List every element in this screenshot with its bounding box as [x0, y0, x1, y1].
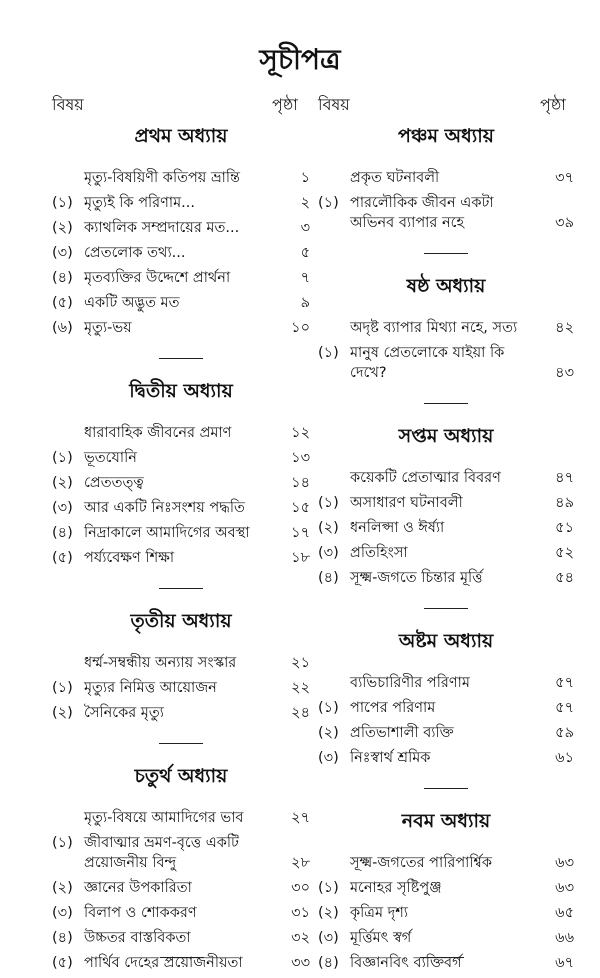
- entry-number: (১): [52, 680, 73, 696]
- entry-page: ৬৫: [555, 905, 574, 921]
- entry-title: সৈনিকের মৃত্যু: [84, 705, 164, 721]
- toc-entry: [318, 878, 574, 898]
- section-divider: [159, 743, 203, 744]
- toc-entry: [318, 343, 574, 383]
- entry-number: (৫): [52, 955, 73, 971]
- entry-page: ৪৯: [555, 495, 574, 511]
- toc-entry: [52, 168, 310, 188]
- toc-entry: [318, 673, 574, 693]
- toc-entry: [318, 168, 574, 188]
- right-page-header: পৃষ্ঠা: [540, 95, 566, 114]
- entry-title: ক্যাথলিক সম্প্রদায়ের মত...: [84, 220, 240, 236]
- entry-page: ৩০: [291, 880, 310, 896]
- toc-entry: [52, 808, 310, 828]
- entry-page: ১৭: [291, 525, 310, 541]
- entry-number: (২): [52, 880, 73, 896]
- left-column: [52, 118, 310, 978]
- section-divider: [424, 403, 468, 404]
- entry-number: (৪): [52, 270, 73, 286]
- entry-title: ব্যভিচারিণীর পরিণাম: [350, 675, 470, 691]
- entry-title: কৃত্রিম দৃশ্য: [350, 905, 409, 921]
- entry-title: প্রকৃত ঘটনাবলী: [350, 170, 440, 186]
- entry-page: ৯: [300, 295, 310, 311]
- entry-page: ৫৪: [555, 570, 574, 586]
- entry-title: ভূতযোনি: [84, 450, 137, 466]
- toc-entry: [318, 318, 574, 338]
- entry-page: ৪৩: [555, 365, 574, 381]
- left-subject-header: বিষয়: [52, 95, 84, 114]
- section-divider: [424, 608, 468, 609]
- toc-entry: [52, 523, 310, 543]
- entry-number: (৪): [52, 930, 73, 946]
- entry-title: উচ্চতর বাস্তবিকতা: [84, 930, 191, 946]
- toc-entry: [52, 218, 310, 238]
- entry-title: মৃত্যু-ভয়: [84, 320, 132, 336]
- entry-title: প্রতিভাশালী ব্যক্তি: [350, 725, 454, 741]
- entry-number: (১): [52, 195, 73, 211]
- toc-entry: [318, 468, 574, 488]
- entry-title: প্রতিহিংসা: [350, 545, 408, 561]
- entry-title: প্রেততত্ত্ব: [84, 475, 144, 491]
- toc-entry: [318, 493, 574, 513]
- entry-title: ধনলিপ্সা ও ঈর্ষ্যা: [350, 520, 445, 536]
- entry-title: মূর্ত্তিমৎ স্বর্গ: [350, 930, 412, 946]
- toc-entry: [318, 193, 574, 233]
- entry-number: (১): [318, 495, 339, 511]
- toc-entry: [318, 928, 574, 948]
- entry-page: ৬৭: [555, 955, 574, 971]
- toc-entry: [52, 548, 310, 568]
- entry-page: ৩৩: [291, 955, 310, 971]
- entry-title: মনোহর সৃষ্টিপুঞ্জ: [350, 880, 442, 896]
- toc-entry: [318, 518, 574, 538]
- entry-page: ৬১: [555, 750, 574, 766]
- toc-entry: [52, 703, 310, 723]
- toc-entry: [318, 723, 574, 743]
- entry-page: ৫৭: [555, 675, 574, 691]
- toc-entry: [52, 318, 310, 338]
- entry-page: ৩১: [291, 905, 310, 921]
- entry-title: পর্য্যবেক্ষণ শিক্ষা: [84, 550, 175, 566]
- toc-entry: [318, 698, 574, 718]
- entry-page: ১০: [291, 320, 310, 336]
- entry-title: জীবাত্মার ভ্রমণ-বৃত্তে একটি প্রয়োজনীয় বিন্দু: [84, 835, 239, 871]
- entry-number: (২): [318, 905, 339, 921]
- page-title: সূচীপত্র: [259, 43, 341, 76]
- toc-entry: [52, 678, 310, 698]
- entry-title: নিদ্রাকালে আমাদিগের অবস্থা: [84, 525, 250, 541]
- toc-entry: [318, 953, 574, 973]
- toc-entry: [318, 568, 574, 588]
- entry-title: নিঃস্বার্থ শ্রমিক: [350, 750, 431, 766]
- toc-entry: [52, 193, 310, 213]
- entry-number: (৩): [318, 750, 339, 766]
- entry-title: সূক্ষ্ম-জগতের পারিপার্শ্বিক: [350, 855, 492, 871]
- entry-number: (৬): [52, 320, 73, 336]
- toc-entry: [52, 878, 310, 898]
- entry-number: (১): [52, 835, 73, 851]
- toc-entry: [52, 448, 310, 468]
- toc-entry: [52, 903, 310, 923]
- toc-entry: [318, 853, 574, 873]
- entry-number: (২): [318, 725, 339, 741]
- entry-page: ৩৭: [555, 170, 574, 186]
- entry-page: ৬৩: [555, 880, 574, 896]
- entry-number: (৩): [318, 545, 339, 561]
- entry-number: (১): [318, 345, 339, 361]
- entry-number: (১): [318, 880, 339, 896]
- section-divider: [159, 588, 203, 589]
- entry-page: ৭: [300, 270, 310, 286]
- entry-number: (২): [318, 520, 339, 536]
- entry-page: ৩৯: [555, 215, 574, 231]
- chapter-heading: সপ্তম অধ্যায়: [398, 425, 494, 447]
- toc-entry: [52, 498, 310, 518]
- entry-number: (১): [318, 195, 339, 211]
- chapter-heading: নবম অধ্যায়: [401, 810, 491, 832]
- entry-number: (৫): [52, 295, 73, 311]
- right-column: [318, 118, 574, 978]
- section-divider: [159, 358, 203, 359]
- entry-number: (১): [318, 700, 339, 716]
- entry-page: ১৮: [291, 550, 310, 566]
- entry-title: মৃত্যু-বিষয়িণী কতিপয় ভ্রান্তি: [84, 170, 240, 186]
- toc-entry: [52, 423, 310, 443]
- entry-page: ২৪: [291, 705, 310, 721]
- entry-title: পার্থিব দেহের প্রয়োজনীয়তা: [84, 955, 243, 971]
- chapter-heading: পঞ্চম অধ্যায়: [398, 125, 494, 147]
- entry-title: মৃত্যুর নিমিত্ত আয়োজন: [84, 680, 217, 696]
- toc-entry: [52, 928, 310, 948]
- chapter-heading: দ্বিতীয় অধ্যায়: [129, 380, 233, 402]
- right-bottom-rule: [420, 957, 464, 958]
- entry-number: (২): [52, 705, 73, 721]
- toc-entry: [52, 268, 310, 288]
- entry-page: ২২: [291, 680, 310, 696]
- entry-page: ৫৯: [555, 725, 574, 741]
- entry-title: সূক্ষ্ম-জগতে চিন্তার মূর্ত্তি: [350, 570, 483, 586]
- entry-title: একটি অদ্ভুত মত: [84, 295, 180, 311]
- entry-page: ৬৬: [555, 930, 574, 946]
- entry-title: কয়েকটি প্রেতাত্মার বিবরণ: [350, 470, 501, 486]
- entry-title: জ্ঞানের উপকারিতা: [84, 880, 192, 896]
- entry-number: (৪): [52, 525, 73, 541]
- entry-page: ৬৩: [555, 855, 574, 871]
- toc-entry: [52, 953, 310, 973]
- entry-number: (৩): [52, 245, 73, 261]
- entry-page: ৫২: [555, 545, 574, 561]
- entry-page: ২৮: [291, 855, 310, 871]
- entry-number: (১): [52, 450, 73, 466]
- entry-number: (২): [52, 475, 73, 491]
- entry-title: মৃত্যুই কি পরিণাম...: [84, 195, 196, 211]
- toc-entry: [52, 833, 310, 873]
- entry-number: (৩): [318, 930, 339, 946]
- toc-entry: [318, 748, 574, 768]
- entry-title: মৃত্যু-বিষয়ে আমাদিগের ভাব: [84, 810, 244, 826]
- toc-entry: [318, 903, 574, 923]
- entry-page: ১৩: [291, 450, 310, 466]
- entry-page: ২১: [291, 655, 310, 671]
- section-divider: [424, 788, 468, 789]
- entry-title: পাপের পরিণাম: [350, 700, 436, 716]
- section-divider: [424, 253, 468, 254]
- entry-page: ৪২: [555, 320, 574, 336]
- chapter-heading: চতুর্থ অধ্যায়: [134, 765, 228, 787]
- toc-entry: [52, 243, 310, 263]
- chapter-heading: তৃতীয় অধ্যায়: [130, 610, 232, 632]
- entry-number: (৩): [52, 500, 73, 516]
- entry-title: অদৃষ্ট ব্যাপার মিথ্যা নহে, সত্য: [350, 320, 518, 336]
- entry-title: আর একটি নিঃসংশয় পদ্ধতি: [84, 500, 245, 516]
- entry-page: ৪৭: [555, 470, 574, 486]
- entry-page: ১: [300, 170, 310, 186]
- entry-page: ২৭: [291, 810, 310, 826]
- entry-title: ধর্ম্ম-সম্বন্ধীয় অন্যায় সংস্কার: [84, 655, 237, 671]
- entry-page: ১৪: [291, 475, 310, 491]
- entry-number: (২): [52, 220, 73, 236]
- chapter-heading: অষ্টম অধ্যায়: [398, 630, 494, 652]
- entry-page: ৫১: [555, 520, 574, 536]
- entry-title: বিজ্ঞানবিৎ ব্যক্তিবর্গ: [350, 955, 462, 971]
- entry-number: (৫): [52, 550, 73, 566]
- toc-entry: [52, 473, 310, 493]
- entry-number: (৩): [52, 905, 73, 921]
- entry-number: (৪): [318, 955, 339, 971]
- right-subject-header: বিষয়: [318, 95, 350, 114]
- entry-page: ৫: [300, 245, 310, 261]
- chapter-heading: প্রথম অধ্যায়: [134, 125, 228, 147]
- entry-title: মৃতব্যক্তির উদ্দেশে প্রার্থনা: [84, 270, 231, 286]
- entry-page: ১২: [291, 425, 310, 441]
- entry-page: ৫৭: [555, 700, 574, 716]
- entry-page: ৩২: [291, 930, 310, 946]
- toc-entry: [52, 293, 310, 313]
- toc-entry: [52, 653, 310, 673]
- entry-page: ২: [300, 195, 310, 211]
- entry-page: ১৫: [291, 500, 310, 516]
- chapter-heading: ষষ্ঠ অধ্যায়: [406, 275, 486, 297]
- entry-title: ধারাবাহিক জীবনের প্রমাণ: [84, 425, 232, 441]
- left-page-header: পৃষ্ঠা: [272, 95, 298, 114]
- left-bottom-rule: [160, 957, 204, 958]
- toc-entry: [318, 543, 574, 563]
- entry-title: অসাধারণ ঘটনাবলী: [350, 495, 463, 511]
- entry-title: প্রেতলোক তথ্য...: [84, 245, 186, 261]
- entry-title: মানুষ প্রেতলোকে যাইয়া কি দেখে?: [350, 345, 505, 381]
- entry-page: ৩: [300, 220, 310, 236]
- entry-title: পারলৌকিক জীবন একটা অভিনব ব্যাপার নহে: [350, 195, 494, 231]
- entry-number: (৪): [318, 570, 339, 586]
- entry-title: বিলাপ ও শোককরণ: [84, 905, 197, 921]
